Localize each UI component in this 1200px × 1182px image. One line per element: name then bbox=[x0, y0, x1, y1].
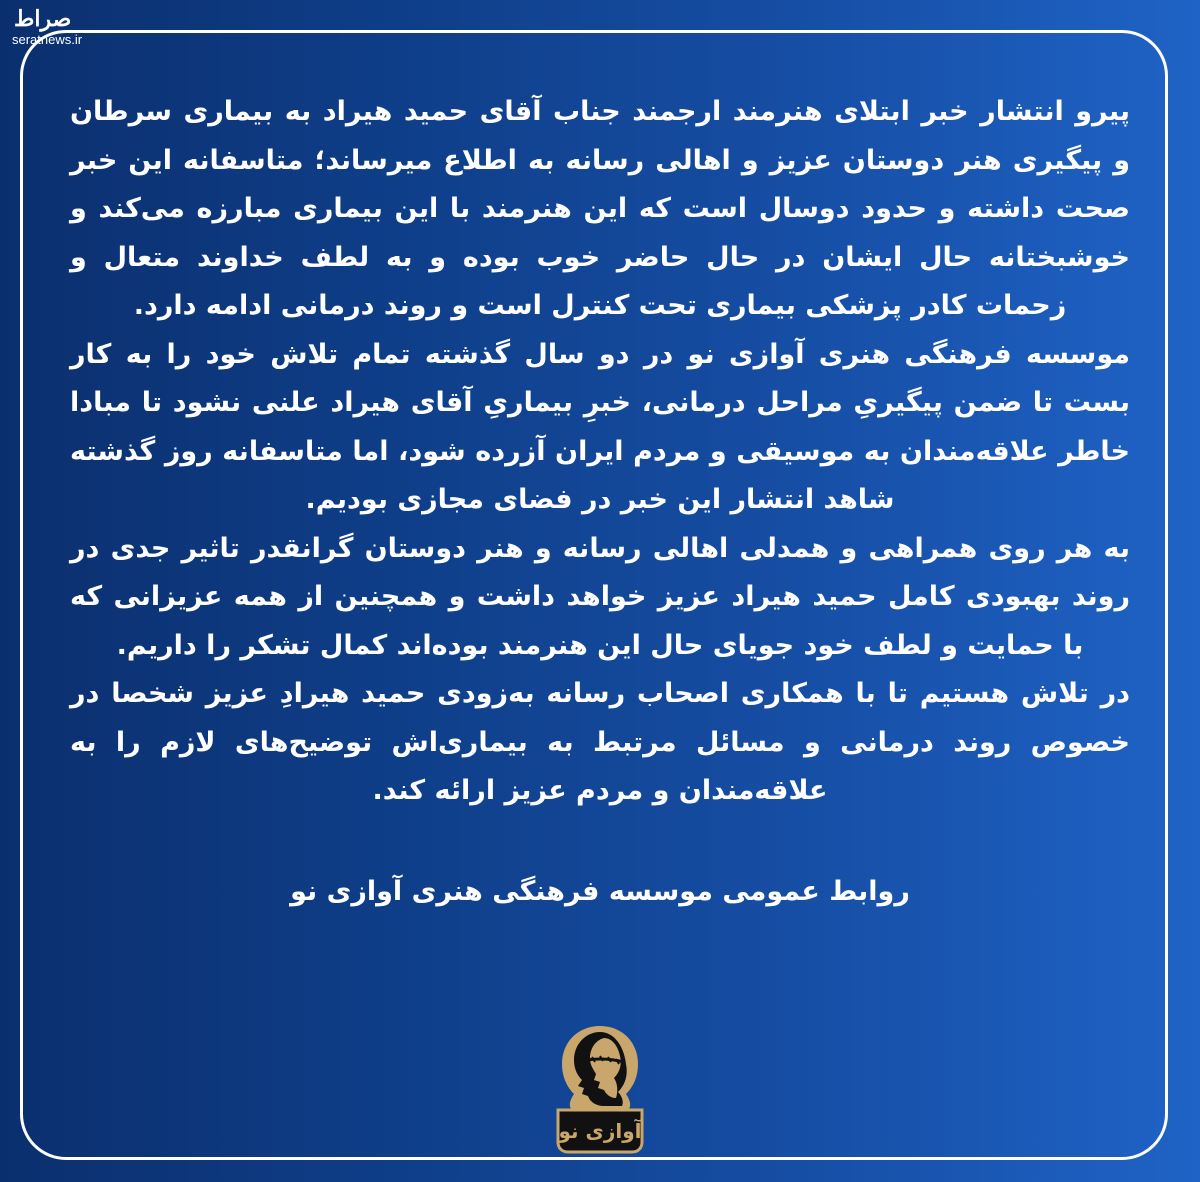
paragraph-4: در تلاش هستیم تا با همکاری اصحاب رسانه به‌زودی حمید هیرادِ عزیز شخصا در خصوص روند درمانی و مسائل مرتبط به بیماری‌اش توضیح‌های لازم را به علاقه‌مندان و مردم عزیز ارائه کند. bbox=[70, 678, 1130, 806]
announcement-letter bbox=[70, 88, 1130, 916]
watermark-domain: seratnews.ir bbox=[12, 32, 83, 47]
signature: روابط عمومی موسسه فرهنگی هنری آوازی نو bbox=[290, 875, 910, 907]
avazi-no-logo-icon bbox=[548, 1022, 652, 1156]
paragraph-3: به هر روی همراهی و همدلی اهالی رسانه و هنر دوستان گرانقدر تاثیر جدی در روند بهبودی کامل حمید هیراد عزیز خواهد داشت و همچنین از همه عزیزانی که با حمایت و لطف خود جویای حال این هنرمند بوده‌اند کمال تشکر را داریم. bbox=[70, 532, 1130, 661]
paragraph-1: پیرو انتشار خبر ابتلای هنرمند ارجمند جناب آقای حمید هیراد به بیماری سرطان و پیگیری هنر دوستان عزیز و اهالی رسانه به اطلاع میرساند؛ متاسفانه این خبر صحت داشته و حدود دوسال است که این هنرمند با این بیماری مبارزه می‌کند و خوشبختانه حال ایشان در حال حاضر خوب بوده و به لطف خداوند متعال و زحمات کادر پزشکی بیماری تحت کنترل است و روند درمانی ادامه دارد. bbox=[70, 96, 1130, 321]
paragraph-2: موسسه فرهنگی هنری آوازی نو در دو سال گذشته تمام تلاش خود را به کار بست تا ضمن پیگیریِ مراحل درمانی، خبرِ بیماریِ آقای هیراد علنی نشود تا مبادا خاطر علاقه‌مندان به موسیقی و مردم ایران آزرده شود، اما متاسفانه روز گذشته شاهد انتشار این خبر در فضای مجازی بودیم. bbox=[70, 338, 1130, 515]
watermark-logo: صراط bbox=[14, 6, 72, 32]
logo-text: آوازی نو bbox=[558, 1119, 642, 1143]
avazi-no-logo bbox=[548, 1022, 652, 1156]
